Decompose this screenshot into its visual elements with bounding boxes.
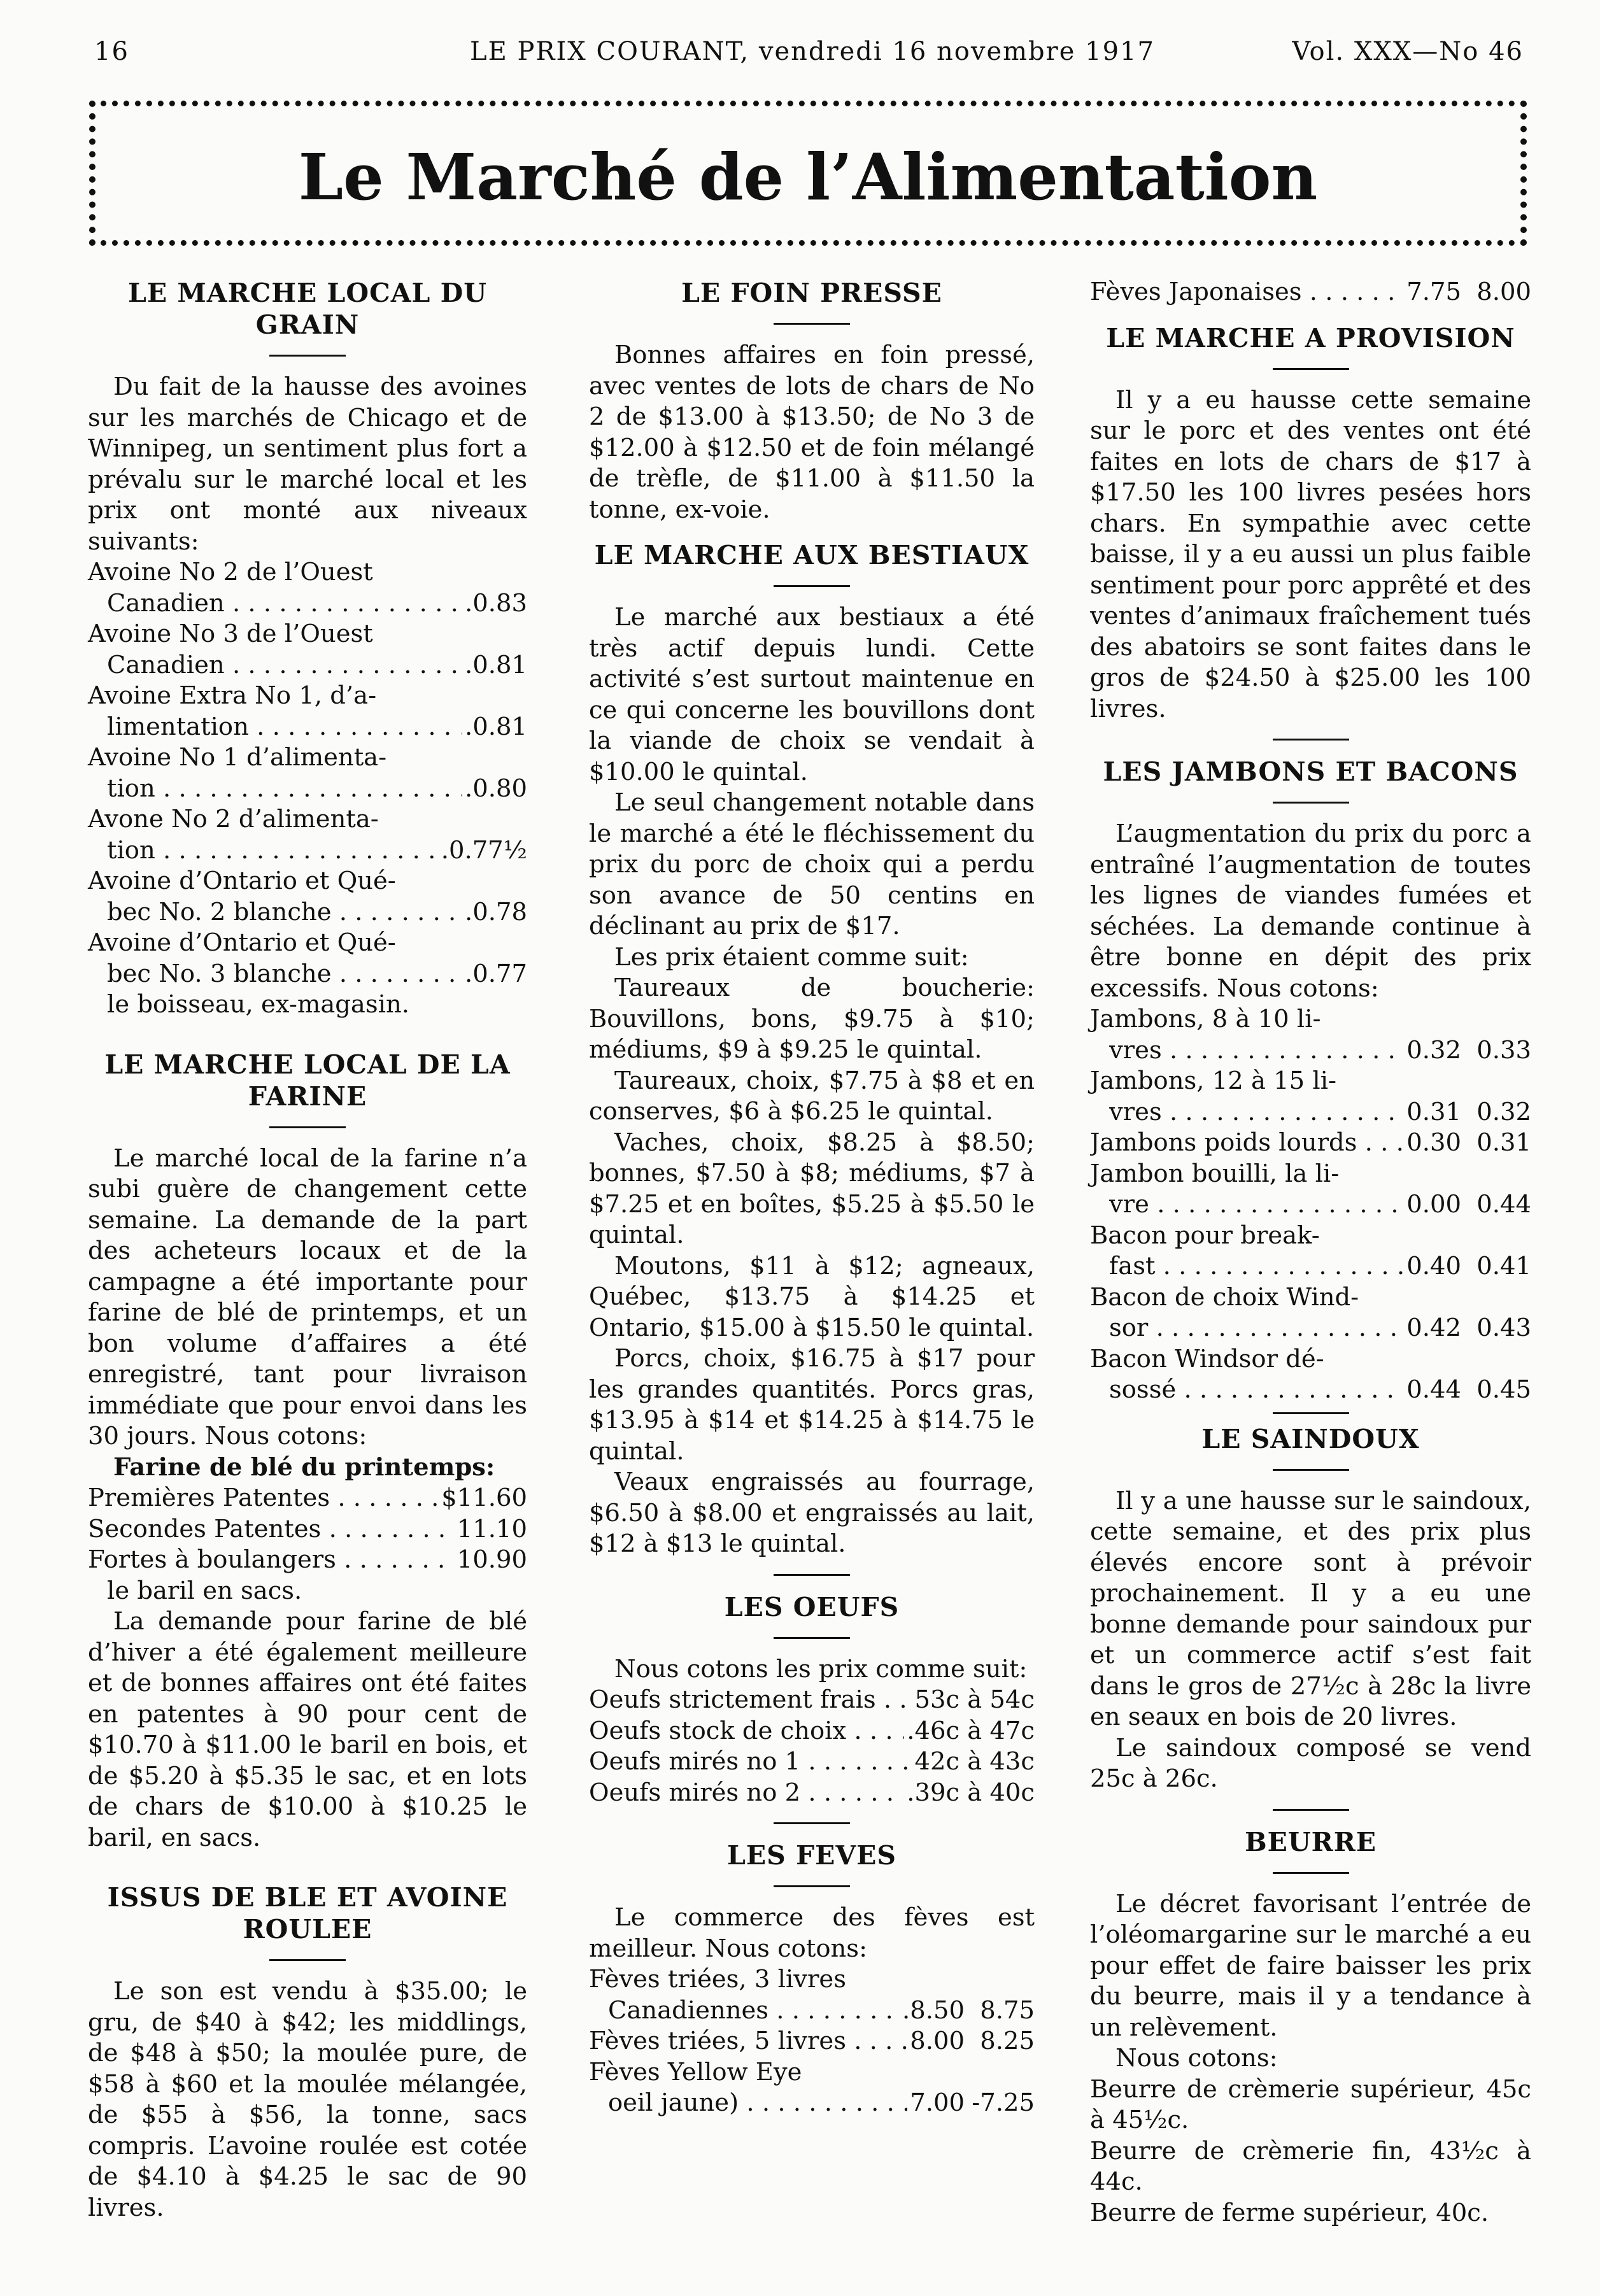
oeufs-item-label: Oeufs mirés no 2 . . . bbox=[589, 1778, 904, 1809]
bestiaux-paragraph: Les prix étaient comme suit: bbox=[614, 942, 969, 972]
jambons-item-label: Jambon bouilli, la li- bbox=[1090, 1159, 1340, 1188]
heading-rule bbox=[1273, 1872, 1349, 1874]
jambons-item-price-low: 0.40 bbox=[1406, 1252, 1461, 1280]
grain-item-price: .0.80 bbox=[465, 774, 527, 803]
jambons-item bbox=[1090, 1344, 1531, 1406]
beurre-paragraph-2: Nous cotons: bbox=[1115, 2044, 1278, 2073]
grain-item bbox=[88, 804, 527, 866]
provision-heading: LE MARCHE A PROVISION bbox=[1106, 322, 1515, 353]
grain-item-price: .0.81 bbox=[465, 650, 527, 679]
bestiaux-paragraph: Taureaux, choix, $7.75 à $8 et en conserves, $6 à $6.25 le quintal. bbox=[589, 1066, 1035, 1126]
jambons-item-price-high: 0.33 bbox=[1476, 1035, 1531, 1065]
bestiaux-paragraph: Veaux engraissés au fourrage, $6.50 à $8.00 et engraissés au lait, $12 à $13 le quintal. bbox=[589, 1468, 1035, 1558]
grain-item-price: .0.77½ bbox=[441, 835, 527, 865]
heading-rule bbox=[774, 1885, 850, 1887]
grain-item-label: Avoine No 2 de l’Ouest bbox=[88, 558, 373, 586]
jambons-item-price-low: 0.42 bbox=[1406, 1314, 1461, 1342]
feves-item-price-low: .8.50 bbox=[902, 1995, 965, 2025]
saindoux-paragraph: Il y a une hausse sur le saindoux, cette semaine, et des prix plus élevés encore sont à prévoir prochainement. Il y a eu une bonne demande pour saindoux pur et un commerce actif s’est fait dans le gros de 27½c à 28c la livre en seaux en bois de 20 livres. bbox=[1090, 1486, 1531, 1731]
grain-item-label2: Canadien . . . bbox=[107, 650, 462, 681]
feves-item-price-high: 8.75 bbox=[980, 1995, 1035, 2025]
banner-title: Le Marché de l’Alimentation bbox=[298, 139, 1318, 215]
heading-rule bbox=[1273, 1469, 1349, 1471]
jambons-item-price-high: 0.32 bbox=[1476, 1097, 1531, 1126]
oeufs-item-price: .46c à 47c bbox=[907, 1716, 1035, 1745]
bestiaux-paragraph: Le seul changement notable dans le marché a été le fléchissement du prix du porc de choix qui a perdu son avance de 50 centins en déclinant au prix de $17. bbox=[589, 788, 1035, 940]
jambons-item-label2: vre . . . bbox=[1109, 1189, 1404, 1221]
bestiaux-paragraph: Porcs, choix, $16.75 à $17 pour les grandes quantités. Porcs gras, $13.95 à $14 et $14.25 à $14.75 le quintal. bbox=[589, 1344, 1035, 1466]
jambons-item-label2: vres . . . bbox=[1109, 1035, 1404, 1067]
oeufs-item-label: Oeufs mirés no 1 . . . bbox=[589, 1747, 912, 1778]
feves-item bbox=[589, 2057, 1035, 2119]
oeufs-item-label: Oeufs strictement frais . . . bbox=[589, 1685, 912, 1716]
grain-item-label2: Canadien . . . bbox=[107, 588, 462, 620]
section-rule bbox=[774, 1574, 850, 1576]
jambons-item-label2: fast . . . bbox=[1109, 1251, 1404, 1282]
article-saindoux bbox=[1090, 1412, 1531, 1795]
grain-item-label2: tion . . . bbox=[107, 835, 439, 867]
oeufs-item-label: Oeufs stock de choix . . . bbox=[589, 1716, 904, 1747]
jambons-item-label: Bacon de choix Wind- bbox=[1090, 1282, 1359, 1312]
feves-item-label: Fèves triées, 3 livres bbox=[589, 1965, 846, 1994]
jambons-item-price-low: 0.30 bbox=[1406, 1128, 1461, 1157]
oeufs-item bbox=[589, 1747, 1035, 1778]
feves-item bbox=[589, 2026, 1035, 2057]
volume-number: Vol. XXX—No 46 bbox=[1292, 37, 1524, 66]
grain-item-label: Avoine No 3 de l’Ouest bbox=[88, 620, 373, 648]
beurre-heading: BEURRE bbox=[1244, 1826, 1377, 1857]
feves-item bbox=[589, 1964, 1035, 2026]
running-header bbox=[94, 37, 1524, 75]
article-farine bbox=[88, 1049, 527, 1854]
feves-japonaises-price-high: 8.00 bbox=[1476, 278, 1531, 306]
oeufs-heading: LES OEUFS bbox=[724, 1591, 900, 1622]
article-issus bbox=[88, 1881, 527, 2223]
article-jambons bbox=[1090, 739, 1531, 1406]
farine-item-price: $11.60 bbox=[441, 1484, 527, 1512]
farine-item-label: Premières Patentes . . . bbox=[88, 1483, 439, 1514]
grain-item-label2: bec No. 2 blanche . . . bbox=[107, 897, 462, 928]
jambons-item-price-low: 0.31 bbox=[1406, 1097, 1461, 1126]
heading-rule bbox=[774, 585, 850, 587]
feves-japonaises-price-low: 7.75 bbox=[1406, 278, 1461, 306]
jambons-item-price-low: 0.00 bbox=[1406, 1190, 1461, 1219]
jambons-item-label: Jambons poids lourds . . . bbox=[1090, 1128, 1404, 1159]
jambons-item-price-low: 0.44 bbox=[1406, 1375, 1461, 1404]
issus-paragraph: Le son est vendu à $35.00; le gru, de $40 à $42; les middlings, de $48 à $50; la moulée pure, de $58 à $60 et la moulée mélangée, de $55 à $56, la tonne, sacs compris. L’avoine roulée est cotée de $4.10 à $4.25 le sac de 90 livres. bbox=[88, 1977, 527, 2222]
jambons-item bbox=[1090, 1282, 1531, 1344]
beurre-price-line: Beurre de crèmerie supérieur, 45c à 45½c. bbox=[1090, 2074, 1531, 2134]
grain-item bbox=[88, 557, 527, 619]
jambons-item-price-high: 0.31 bbox=[1476, 1128, 1531, 1157]
oeufs-item bbox=[589, 1778, 1035, 1809]
jambons-paragraph: L’augmentation du prix du porc a entraîné l’augmentation de toutes les lignes de viandes fumées et séchées. La demande continue à être bonne en dépit des prix excessifs. Nous cotons: bbox=[1090, 819, 1531, 1003]
foin-paragraph: Bonnes affaires en foin pressé, avec ventes de lots de chars de No 2 de $13.00 à $13.50; de No 3 de $12.00 à $12.50 et de foin mélangé de trèfle, de $11.00 à $11.50 la tonne, ex-voie. bbox=[589, 341, 1035, 524]
provision-paragraph: Il y a eu hausse cette semaine sur le porc et des ventes ont été faites en lots de chars de $17 à $17.50 les 100 livres pesées hors chars. En sympathie avec cette baisse, il y a eu aussi un plus faible sentiment pour porc apprêté et des ventes d’animaux fraîchement tués des abatoirs se sont faites dans le gros de $24.50 à $25.00 les 100 livres. bbox=[1090, 385, 1531, 723]
farine-unit: le baril en sacs. bbox=[107, 1576, 302, 1605]
article-provision bbox=[1090, 322, 1531, 725]
article-oeufs bbox=[589, 1574, 1035, 1809]
grain-item-label: Avoine No 1 d’alimenta- bbox=[88, 743, 387, 772]
jambons-item-label: Bacon pour break- bbox=[1090, 1221, 1320, 1250]
feves-heading: LES FEVES bbox=[727, 1840, 896, 1871]
jambons-item-label: Bacon Windsor dé- bbox=[1090, 1344, 1324, 1373]
heading-rule bbox=[774, 323, 850, 325]
farine-paragraph: Le marché local de la farine n’a subi guère de changement cette semaine. La demande de la part des acheteurs locaux et de la campagne a été importante pour farine de blé de printemps, et un bon volume d’affaires a été enregistré, tant pour livraison immédiate que pour envoi dans les 30 jours. Nous cotons: bbox=[88, 1144, 527, 1450]
grain-item bbox=[88, 928, 527, 989]
article-foin bbox=[589, 277, 1035, 525]
jambons-item bbox=[1090, 1066, 1531, 1128]
grain-item-price: .0.77 bbox=[465, 959, 527, 988]
heading-rule bbox=[1273, 802, 1349, 804]
saindoux-heading: LE SAINDOUX bbox=[1201, 1423, 1420, 1454]
jambons-item bbox=[1090, 1221, 1531, 1282]
grain-item-price: .0.81 bbox=[465, 712, 527, 741]
farine-item-price: 10.90 bbox=[457, 1545, 527, 1574]
jambons-item-price-high: 0.41 bbox=[1476, 1252, 1531, 1280]
issus-heading: ISSUS DE BLE ET AVOINE ROULEE bbox=[107, 1882, 508, 1945]
column-1 bbox=[88, 277, 527, 2223]
grain-item bbox=[88, 866, 527, 928]
farine-item-label: Secondes Patentes . . . bbox=[88, 1514, 455, 1545]
grain-item-label2: tion . . . bbox=[107, 774, 462, 805]
farine-item bbox=[88, 1514, 527, 1545]
jambons-item-price-low: 0.32 bbox=[1406, 1035, 1461, 1065]
bestiaux-paragraph: Moutons, $11 à $12; agneaux, Québec, $13.75 à $14.25 et Ontario, $15.00 à $15.50 le quintal. bbox=[589, 1251, 1035, 1342]
publication-line: LE PRIX COURANT, vendredi 16 novembre 1917 bbox=[470, 37, 1155, 66]
jambons-item bbox=[1090, 1159, 1531, 1221]
beurre-price-line: Beurre de ferme supérieur, 40c. bbox=[1090, 2198, 1489, 2227]
farine-heading: LE MARCHE LOCAL DE LA FARINE bbox=[104, 1049, 511, 1112]
grain-intro: Du fait de la hausse des avoines sur les marchés de Chicago et de Winnipeg, un sentiment plus fort a prévalu sur le marché local et les prix ont monté aux niveaux suivants: bbox=[88, 372, 527, 556]
feves-item-price-high: 8.25 bbox=[980, 2027, 1035, 2055]
oeufs-item-price: .39c à 40c bbox=[907, 1778, 1035, 1807]
bestiaux-paragraph: Vaches, choix, $8.25 à $8.50; bonnes, $7.50 à $8; médiums, $7 à $7.25 et en boîtes, $5.25 à $5.50 le quintal. bbox=[589, 1128, 1035, 1249]
heading-rule bbox=[269, 1959, 346, 1961]
section-rule bbox=[1273, 1809, 1349, 1811]
grain-item-label2: limentation . . . bbox=[107, 712, 462, 743]
feves-japonaises-row bbox=[1090, 277, 1531, 308]
beurre-price-line: Beurre de crèmerie fin, 43½c à 44c. bbox=[1090, 2136, 1531, 2196]
feves-intro: Le commerce des fèves est meilleur. Nous cotons: bbox=[589, 1903, 1035, 1963]
feves-item-label2: Canadiennes . . . bbox=[608, 1995, 900, 2027]
grain-item-label: Avoine Extra No 1, d’a- bbox=[88, 681, 377, 710]
grain-item-label: Avoine d’Ontario et Qué- bbox=[88, 867, 396, 895]
jambons-item bbox=[1090, 1004, 1531, 1066]
article-feves bbox=[589, 1822, 1035, 2119]
bestiaux-paragraph: Le marché aux bestiaux a été très actif depuis lundi. Cette activité s’est surtout maintenue en ce qui concerne les bouvillons dont la viande de choix se vendait à $10.00 le quintal. bbox=[589, 603, 1035, 786]
column-2 bbox=[589, 277, 1035, 2119]
heading-rule bbox=[269, 355, 346, 357]
heading-rule bbox=[269, 1126, 346, 1128]
section-rule bbox=[774, 1822, 850, 1824]
farine-item bbox=[88, 1483, 527, 1514]
article-bestiaux bbox=[589, 539, 1035, 1560]
saindoux-paragraph-2: Le saindoux composé se vend 25c à 26c. bbox=[1090, 1733, 1531, 1793]
jambons-heading: LES JAMBONS ET BACONS bbox=[1103, 756, 1519, 787]
grain-item-label: Avoine d’Ontario et Qué- bbox=[88, 928, 396, 957]
heading-rule bbox=[774, 1637, 850, 1639]
grain-footer: le boisseau, ex-magasin. bbox=[107, 990, 409, 1019]
oeufs-item-price: 42c à 43c bbox=[914, 1747, 1035, 1776]
oeufs-item bbox=[589, 1685, 1035, 1716]
section-rule bbox=[1273, 1412, 1349, 1414]
bestiaux-paragraph: Taureaux de boucherie: Bouvillons, bons, $9.75 à $10; médiums, $9 à $9.25 le quintal. bbox=[589, 974, 1035, 1064]
heading-rule bbox=[1273, 368, 1349, 370]
farine-paragraph-2: La demande pour farine de blé d’hiver a été également meilleure et de bonnes affaires ont été faites en patentes à 90 pour cent de $10.70 à $11.00 le baril en bois, et de $5.20 à $5.35 le sac, et en lots de chars de $10.00 à $10.25 le baril, en sacs. bbox=[88, 1607, 527, 1852]
oeufs-intro: Nous cotons les prix comme suit: bbox=[614, 1654, 1028, 1683]
grain-item-label2: bec No. 3 blanche . . . bbox=[107, 959, 462, 990]
oeufs-item-price: 53c à 54c bbox=[914, 1685, 1035, 1714]
jambons-item-price-high: 0.45 bbox=[1476, 1375, 1531, 1404]
jambons-item-label2: sossé . . . bbox=[1109, 1375, 1404, 1406]
jambons-item-label2: sor . . . bbox=[1109, 1313, 1404, 1344]
jambons-item-price-high: 0.43 bbox=[1476, 1314, 1531, 1342]
feves-item-label: Fèves triées, 5 livres . . . bbox=[589, 2026, 907, 2057]
grain-price-list bbox=[88, 557, 527, 989]
farine-item-price: 11.10 bbox=[457, 1514, 527, 1543]
feves-item-label2: oeil jaune) . . . bbox=[608, 2088, 907, 2119]
feves-item-price-low: 8.00 bbox=[910, 2027, 965, 2055]
beurre-paragraph: Le décret favorisant l’entrée de l’oléomargarine sur le marché a eu pour effet de faire baisser les prix du beurre, mais il y a tendance à un relèvement. bbox=[1090, 1889, 1531, 2042]
jambons-item-label2: vres . . . bbox=[1109, 1097, 1404, 1128]
section-banner bbox=[89, 101, 1527, 246]
grain-heading: LE MARCHE LOCAL DU GRAIN bbox=[128, 278, 487, 340]
grain-item bbox=[88, 619, 527, 681]
farine-subhead: Farine de blé du printemps: bbox=[113, 1452, 495, 1482]
feves-japonaises-label: Fèves Japonaises . . . bbox=[1090, 277, 1404, 308]
foin-heading: LE FOIN PRESSE bbox=[681, 278, 942, 308]
article-beurre bbox=[1090, 1809, 1531, 2229]
grain-item bbox=[88, 742, 527, 804]
jambons-item bbox=[1090, 1128, 1531, 1159]
section-rule bbox=[1273, 739, 1349, 741]
article-grain bbox=[88, 277, 527, 1021]
oeufs-item bbox=[589, 1716, 1035, 1747]
farine-item bbox=[88, 1545, 527, 1576]
grain-item bbox=[88, 681, 527, 742]
feves-item-label: Fèves Yellow Eye bbox=[589, 2057, 802, 2087]
grain-item-price: .0.78 bbox=[465, 897, 527, 926]
jambons-item-price-high: 0.44 bbox=[1476, 1190, 1531, 1219]
grain-item-label: Avone No 2 d’alimenta- bbox=[88, 805, 379, 833]
farine-item-label: Fortes à boulangers . . . bbox=[88, 1545, 455, 1576]
page-number: 16 bbox=[94, 37, 129, 66]
jambons-item-label: Jambons, 12 à 15 li- bbox=[1090, 1067, 1337, 1095]
feves-item-price-high: -7.25 bbox=[972, 2088, 1035, 2117]
grain-item-price: .0.83 bbox=[465, 588, 527, 618]
feves-item-price-low: 7.00 bbox=[910, 2088, 965, 2117]
bestiaux-heading: LE MARCHE AUX BESTIAUX bbox=[594, 540, 1030, 570]
jambons-item-label: Jambons, 8 à 10 li- bbox=[1090, 1005, 1321, 1033]
column-3 bbox=[1090, 277, 1531, 2229]
